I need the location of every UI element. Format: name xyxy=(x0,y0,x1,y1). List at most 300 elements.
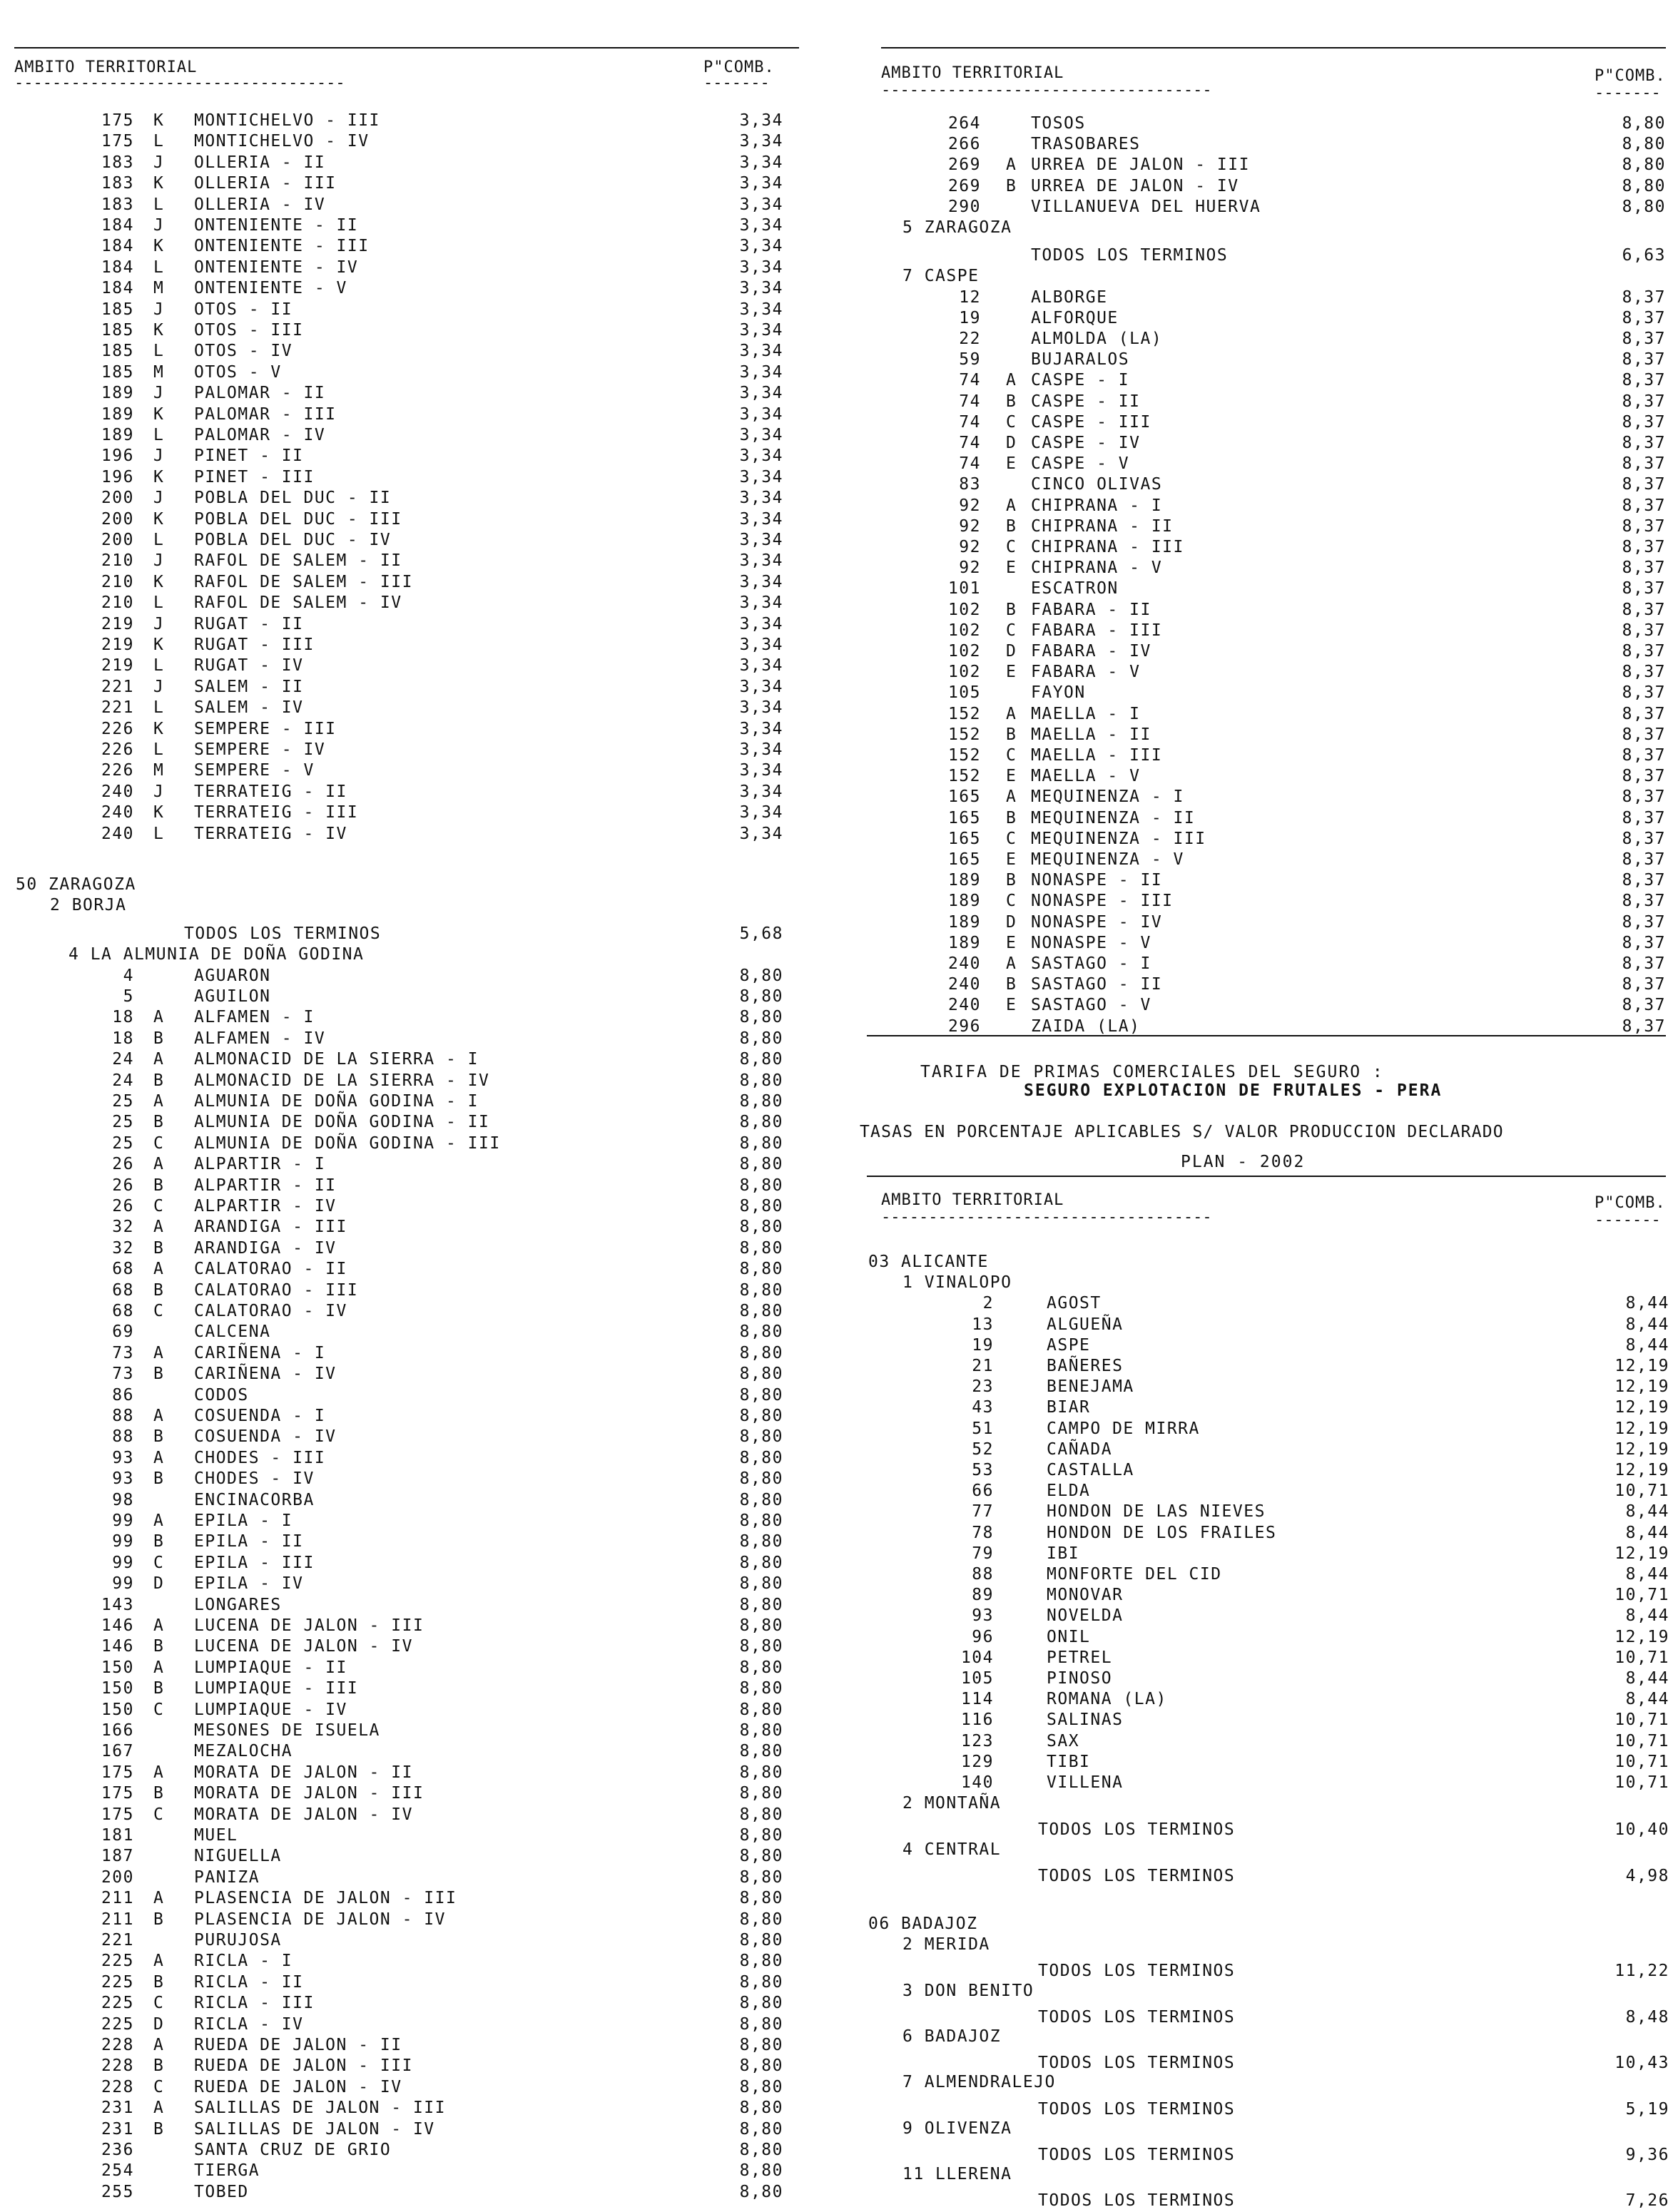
row-name: ALMONACID DE LA SIERRA - IV xyxy=(194,1071,490,1090)
row-name: RUEDA DE JALON - II xyxy=(194,2036,402,2054)
table-row xyxy=(860,725,1673,746)
row-code: 269 xyxy=(947,156,981,175)
row-sub: C xyxy=(153,1302,165,1320)
table-row xyxy=(0,1469,806,1490)
row-value: 8,44 xyxy=(1625,1606,1669,1626)
tarifa-plan: PLAN - 2002 xyxy=(1181,1153,1306,1171)
row-code: 86 xyxy=(112,1385,134,1405)
row-value: 8,44 xyxy=(1625,1669,1669,1688)
table-row xyxy=(0,1344,806,1365)
row-code: 93 xyxy=(112,1469,134,1489)
table-row xyxy=(0,1407,806,1427)
row-name: BIAR xyxy=(1047,1398,1091,1417)
row-value: 8,80 xyxy=(739,1826,783,1845)
table-row xyxy=(860,288,1673,309)
row-code: 92 xyxy=(959,496,981,515)
row-sub: E xyxy=(1006,933,1017,952)
group-row xyxy=(860,1794,1673,1815)
row-name: ONTENIENTE - IV xyxy=(194,258,359,277)
row-sub: M xyxy=(153,761,165,780)
table-row xyxy=(0,405,806,426)
row-value: 8,44 xyxy=(1625,1315,1669,1334)
row-code: 175 xyxy=(101,132,134,151)
row-name: MONTICHELVO - III xyxy=(194,111,380,130)
row-name: MEZALOCHA xyxy=(194,1742,293,1761)
row-code: 210 xyxy=(101,572,134,591)
row-name: TOSOS xyxy=(1031,114,1086,133)
row-value: 3,34 xyxy=(739,719,783,738)
row-value: 8,37 xyxy=(1622,975,1666,994)
row-code: 189 xyxy=(947,933,981,952)
row-code: 189 xyxy=(101,384,134,403)
table-row xyxy=(860,621,1673,642)
row-sub: K xyxy=(153,509,165,529)
table-row xyxy=(860,413,1673,434)
row-sub: A xyxy=(153,1448,165,1467)
table-row xyxy=(0,258,806,279)
row-sub: A xyxy=(153,1092,165,1111)
row-sub: B xyxy=(153,1113,165,1132)
row-code: 105 xyxy=(960,1669,994,1688)
table-row xyxy=(0,1826,806,1847)
table-row xyxy=(860,1565,1673,1586)
row-code: 219 xyxy=(101,636,134,654)
row-code: 92 xyxy=(959,559,981,578)
row-value: 3,34 xyxy=(739,174,783,193)
row-code: 185 xyxy=(101,300,134,319)
row-code: 13 xyxy=(972,1315,994,1334)
table-row xyxy=(0,1239,806,1260)
row-value: 12,19 xyxy=(1614,1627,1669,1646)
row-name: MESONES DE ISUELA xyxy=(194,1721,380,1740)
row-name: ONIL xyxy=(1047,1627,1091,1646)
table-row xyxy=(860,1336,1673,1357)
row-value: 3,34 xyxy=(739,698,783,718)
row-code: 150 xyxy=(101,1658,134,1677)
row-name: PALOMAR - III xyxy=(194,404,337,424)
row-value: 8,44 xyxy=(1625,1294,1669,1313)
row-name: ONTENIENTE - V xyxy=(194,279,347,298)
row-sub: J xyxy=(153,447,165,466)
row-name: URREA DE JALON - III xyxy=(1031,156,1250,175)
table-row xyxy=(860,1711,1673,1731)
group-row xyxy=(860,1935,1673,1956)
group-label: 2 MERIDA xyxy=(902,1935,990,1954)
group-label: TODOS LOS TERMINOS xyxy=(1031,246,1229,265)
row-code: 183 xyxy=(101,153,134,172)
row-name: TRASOBARES xyxy=(1031,135,1141,154)
row-name: ASPE xyxy=(1047,1335,1091,1355)
group-row xyxy=(0,875,806,896)
row-name: MAELLA - III xyxy=(1031,746,1163,765)
row-code: 74 xyxy=(959,412,981,432)
row-value: 8,37 xyxy=(1622,663,1666,682)
row-code: 99 xyxy=(112,1553,134,1572)
row-code: 104 xyxy=(960,1648,994,1667)
table-row xyxy=(0,300,806,321)
table-row xyxy=(0,1281,806,1302)
row-code: 225 xyxy=(101,1972,134,1992)
row-code: 74 xyxy=(959,454,981,474)
row-sub: A xyxy=(1006,156,1017,175)
row-sub: A xyxy=(153,1763,165,1782)
row-code: 264 xyxy=(947,114,981,133)
row-name: OLLERIA - IV xyxy=(194,195,326,214)
row-value: 8,44 xyxy=(1625,1565,1669,1584)
row-code: 53 xyxy=(972,1461,994,1479)
row-name: MEQUINENZA - III xyxy=(1031,829,1206,848)
row-value: 8,80 xyxy=(1622,156,1666,175)
table-row xyxy=(0,2056,806,2077)
row-value: 8,80 xyxy=(739,1553,783,1572)
group-row xyxy=(860,2073,1673,2094)
row-code: 184 xyxy=(101,216,134,235)
row-code: 43 xyxy=(972,1398,994,1417)
row-code: 210 xyxy=(101,593,134,613)
group-label: 6 BADAJOZ xyxy=(902,2027,1002,2046)
table-row xyxy=(0,1952,806,1972)
row-code: 254 xyxy=(101,2161,134,2181)
row-value: 8,37 xyxy=(1622,996,1666,1015)
table-row xyxy=(0,531,806,551)
row-name: OTOS - V xyxy=(194,362,282,382)
row-value: 3,34 xyxy=(739,614,783,633)
row-sub: B xyxy=(153,2056,165,2076)
row-code: 88 xyxy=(972,1565,994,1584)
row-value: 10,71 xyxy=(1614,1731,1669,1750)
row-sub: J xyxy=(153,614,165,633)
row-sub: C xyxy=(153,1994,165,2013)
row-sub: D xyxy=(1006,912,1017,932)
row-code: 175 xyxy=(101,1805,134,1824)
row-sub: B xyxy=(153,1532,165,1551)
table-row xyxy=(0,2141,806,2161)
group-label: 3 DON BENITO xyxy=(902,1981,1034,2000)
row-code: 228 xyxy=(101,2036,134,2054)
row-name: EPILA - II xyxy=(194,1532,304,1551)
row-code: 143 xyxy=(101,1595,134,1614)
row-value: 12,19 xyxy=(1614,1439,1669,1459)
table-row xyxy=(0,1637,806,1658)
row-code: 225 xyxy=(101,2014,134,2034)
table-row xyxy=(0,1302,806,1322)
row-code: 59 xyxy=(959,350,981,369)
row-sub: C xyxy=(1006,412,1017,432)
row-value: 8,37 xyxy=(1622,954,1666,973)
table-row xyxy=(860,892,1673,912)
row-sub: C xyxy=(1006,892,1017,911)
row-sub: E xyxy=(1006,663,1017,682)
row-code: 196 xyxy=(101,467,134,486)
row-code: 189 xyxy=(947,892,981,911)
row-name: SASTAGO - V xyxy=(1031,996,1151,1015)
table-row xyxy=(860,517,1673,538)
table-row xyxy=(0,468,806,489)
row-code: 24 xyxy=(112,1050,134,1069)
row-value: 8,80 xyxy=(739,1071,783,1090)
row-sub: J xyxy=(153,677,165,696)
row-value: 3,34 xyxy=(739,426,783,444)
row-value: 8,80 xyxy=(739,1490,783,1509)
table-row xyxy=(0,636,806,656)
table-row xyxy=(0,678,806,698)
row-value: 8,80 xyxy=(739,1469,783,1489)
row-value: 8,80 xyxy=(739,1260,783,1279)
row-value: 8,37 xyxy=(1622,434,1666,452)
row-sub: B xyxy=(153,1365,165,1384)
row-name: RUEDA DE JALON - IV xyxy=(194,2077,402,2096)
row-sub: E xyxy=(1006,996,1017,1015)
table-row xyxy=(0,153,806,174)
group-label: TODOS LOS TERMINOS xyxy=(1038,1866,1236,1885)
row-sub: A xyxy=(153,1218,165,1237)
row-code: 221 xyxy=(101,698,134,718)
row-name: MUEL xyxy=(194,1826,238,1845)
row-name: ARANDIGA - IV xyxy=(194,1238,337,1258)
row-value: 8,80 xyxy=(739,2141,783,2159)
row-value: 3,34 xyxy=(739,803,783,822)
row-name: FABARA - III xyxy=(1031,621,1163,640)
row-sub: C xyxy=(153,1133,165,1153)
row-name: SEMPERE - III xyxy=(194,719,337,738)
row-code: 146 xyxy=(101,1616,134,1635)
row-code: 73 xyxy=(112,1343,134,1362)
row-name: CASPE - V xyxy=(1031,454,1130,474)
row-name: URREA DE JALON - IV xyxy=(1031,176,1239,195)
row-value: 8,37 xyxy=(1622,496,1666,515)
row-value: 3,34 xyxy=(739,321,783,340)
row-code: 25 xyxy=(112,1092,134,1111)
table-row xyxy=(860,913,1673,934)
group-row xyxy=(860,246,1673,267)
row-code: 189 xyxy=(101,426,134,444)
row-name: BUJARALOS xyxy=(1031,350,1130,369)
row-sub: B xyxy=(1006,516,1017,536)
table-row xyxy=(860,114,1673,135)
top-rule xyxy=(14,47,799,49)
row-value: 3,34 xyxy=(739,111,783,130)
group-label: TODOS LOS TERMINOS xyxy=(184,924,382,943)
row-name: IBI xyxy=(1047,1544,1080,1563)
table-row xyxy=(860,642,1673,663)
row-name: PLASENCIA DE JALON - IV xyxy=(194,1910,446,1929)
row-code: 4 xyxy=(123,966,134,985)
row-value: 8,44 xyxy=(1625,1523,1669,1542)
row-code: 92 xyxy=(959,516,981,536)
row-code: 211 xyxy=(101,1910,134,1929)
row-sub: B xyxy=(153,1910,165,1929)
row-name: ALFAMEN - I xyxy=(194,1008,315,1027)
row-value: 8,37 xyxy=(1622,1016,1666,1036)
row-code: 19 xyxy=(959,308,981,327)
group-label: TODOS LOS TERMINOS xyxy=(1038,2054,1236,2073)
row-value: 8,48 xyxy=(1625,2007,1669,2027)
row-value: 3,34 xyxy=(739,761,783,780)
table-row xyxy=(860,156,1673,176)
row-code: 175 xyxy=(101,1784,134,1803)
row-sub: A xyxy=(153,1512,165,1530)
row-code: 228 xyxy=(101,2077,134,2096)
row-sub: C xyxy=(1006,829,1017,848)
table-row xyxy=(0,1260,806,1280)
row-name: LONGARES xyxy=(194,1595,282,1614)
row-name: CALATORAO - II xyxy=(194,1260,347,1279)
table-row xyxy=(0,1113,806,1133)
row-name: TERRATEIG - IV xyxy=(194,824,347,843)
row-code: 26 xyxy=(112,1176,134,1195)
row-value: 12,19 xyxy=(1614,1461,1669,1479)
row-code: 96 xyxy=(972,1627,994,1646)
row-value: 8,80 xyxy=(739,1050,783,1069)
table-row xyxy=(0,761,806,782)
table-row xyxy=(860,767,1673,788)
table-row xyxy=(0,573,806,593)
table-row xyxy=(860,1502,1673,1523)
table-row xyxy=(860,330,1673,350)
row-value: 5,68 xyxy=(739,924,783,943)
row-sub: K xyxy=(153,321,165,340)
row-sub: B xyxy=(153,1469,165,1489)
row-value: 12,19 xyxy=(1614,1398,1669,1417)
row-name: PINET - III xyxy=(194,467,315,486)
row-value: 8,80 xyxy=(739,1280,783,1300)
row-name: ALGUEÑA xyxy=(1047,1315,1124,1334)
table-row xyxy=(0,2015,806,2036)
row-value: 8,80 xyxy=(1622,197,1666,216)
table-row xyxy=(860,1544,1673,1565)
table-row xyxy=(0,1092,806,1113)
row-code: 89 xyxy=(972,1586,994,1605)
group-label: TODOS LOS TERMINOS xyxy=(1038,2099,1236,2119)
table-row xyxy=(0,740,806,761)
row-value: 3,34 xyxy=(739,467,783,486)
row-name: RAFOL DE SALEM - III xyxy=(194,572,413,591)
table-row xyxy=(0,1155,806,1176)
header-dashes-comb: ------- xyxy=(703,74,770,92)
row-value: 7,26 xyxy=(1625,2191,1669,2211)
row-value: 8,80 xyxy=(739,1763,783,1782)
row-code: 225 xyxy=(101,1952,134,1971)
group-label: 11 LLERENA xyxy=(902,2165,1012,2184)
row-code: 189 xyxy=(101,404,134,424)
row-value: 3,34 xyxy=(739,740,783,759)
row-name: RAFOL DE SALEM - IV xyxy=(194,593,402,613)
table-row xyxy=(0,426,806,447)
row-value: 8,37 xyxy=(1622,538,1666,556)
row-name: OLLERIA - II xyxy=(194,153,326,172)
group-label: 50 ZARAGOZA xyxy=(16,875,136,894)
row-name: CALCENA xyxy=(194,1322,271,1342)
row-name: ENCINACORBA xyxy=(194,1490,315,1509)
row-name: ZAIDA (LA) xyxy=(1031,1016,1141,1036)
row-value: 8,37 xyxy=(1622,704,1666,723)
row-name: RAFOL DE SALEM - II xyxy=(194,551,402,571)
row-value: 8,80 xyxy=(739,1407,783,1425)
table-row xyxy=(0,1721,806,1742)
row-value: 5,19 xyxy=(1625,2099,1669,2119)
row-name: COSUENDA - IV xyxy=(194,1427,337,1447)
table-row xyxy=(0,489,806,509)
row-sub: A xyxy=(1006,704,1017,723)
row-name: EPILA - I xyxy=(194,1512,293,1530)
row-code: 93 xyxy=(972,1606,994,1626)
row-value: 3,34 xyxy=(739,572,783,591)
row-sub: B xyxy=(153,1427,165,1447)
row-sub: A xyxy=(1006,788,1017,807)
row-value: 12,19 xyxy=(1614,1419,1669,1438)
table-row xyxy=(0,1574,806,1595)
table-row xyxy=(860,496,1673,517)
row-value: 8,37 xyxy=(1622,330,1666,348)
section-rule-2 xyxy=(867,1176,1666,1177)
row-name: PURUJOSA xyxy=(194,1931,282,1949)
row-value: 9,36 xyxy=(1625,2146,1669,2164)
row-name: SAX xyxy=(1047,1731,1080,1750)
row-value: 3,34 xyxy=(739,782,783,801)
row-value: 8,80 xyxy=(739,966,783,985)
row-name: FAYON xyxy=(1031,683,1086,703)
row-sub: B xyxy=(1006,975,1017,994)
row-name: VILLANUEVA DEL HUERVA xyxy=(1031,197,1261,216)
row-value: 8,37 xyxy=(1622,308,1666,327)
group-row xyxy=(860,2008,1673,2029)
row-name: FABARA - IV xyxy=(1031,642,1151,661)
row-name: NONASPE - II xyxy=(1031,871,1163,890)
row-name: RICLA - IV xyxy=(194,2014,304,2034)
row-sub: B xyxy=(153,1029,165,1048)
row-sub: K xyxy=(153,237,165,256)
table-row xyxy=(0,1050,806,1071)
row-code: 290 xyxy=(947,197,981,216)
header-dashes-comb-right-2: ------- xyxy=(1595,1211,1661,1229)
row-sub: B xyxy=(153,1071,165,1090)
group-row xyxy=(860,2191,1673,2212)
row-name: PALOMAR - II xyxy=(194,384,326,403)
row-value: 8,80 xyxy=(739,1742,783,1761)
row-sub: C xyxy=(153,2077,165,2096)
row-name: ALMOLDA (LA) xyxy=(1031,330,1163,348)
row-value: 3,34 xyxy=(739,300,783,319)
row-sub: B xyxy=(153,1280,165,1300)
table-row xyxy=(0,1679,806,1700)
table-row xyxy=(860,996,1673,1016)
row-value: 10,71 xyxy=(1614,1586,1669,1605)
row-sub: E xyxy=(1006,559,1017,578)
row-code: 102 xyxy=(947,621,981,640)
row-value: 8,80 xyxy=(739,1616,783,1635)
row-code: 210 xyxy=(101,551,134,571)
group-row xyxy=(860,1982,1673,2002)
row-value: 8,37 xyxy=(1622,412,1666,432)
table-row xyxy=(0,1449,806,1469)
table-row xyxy=(860,559,1673,579)
table-row xyxy=(0,363,806,384)
row-name: LUMPIAQUE - IV xyxy=(194,1700,347,1719)
row-value: 12,19 xyxy=(1614,1357,1669,1375)
row-code: 152 xyxy=(947,704,981,723)
row-value: 8,80 xyxy=(739,1238,783,1258)
row-value: 8,37 xyxy=(1622,808,1666,827)
row-sub: M xyxy=(153,362,165,382)
row-code: 185 xyxy=(101,362,134,382)
table-row xyxy=(860,601,1673,621)
table-row xyxy=(860,975,1673,996)
row-sub: C xyxy=(1006,746,1017,765)
row-value: 3,34 xyxy=(739,384,783,403)
row-code: 240 xyxy=(947,954,981,973)
row-name: FABARA - II xyxy=(1031,600,1151,619)
row-name: CARIÑENA - I xyxy=(194,1343,326,1362)
